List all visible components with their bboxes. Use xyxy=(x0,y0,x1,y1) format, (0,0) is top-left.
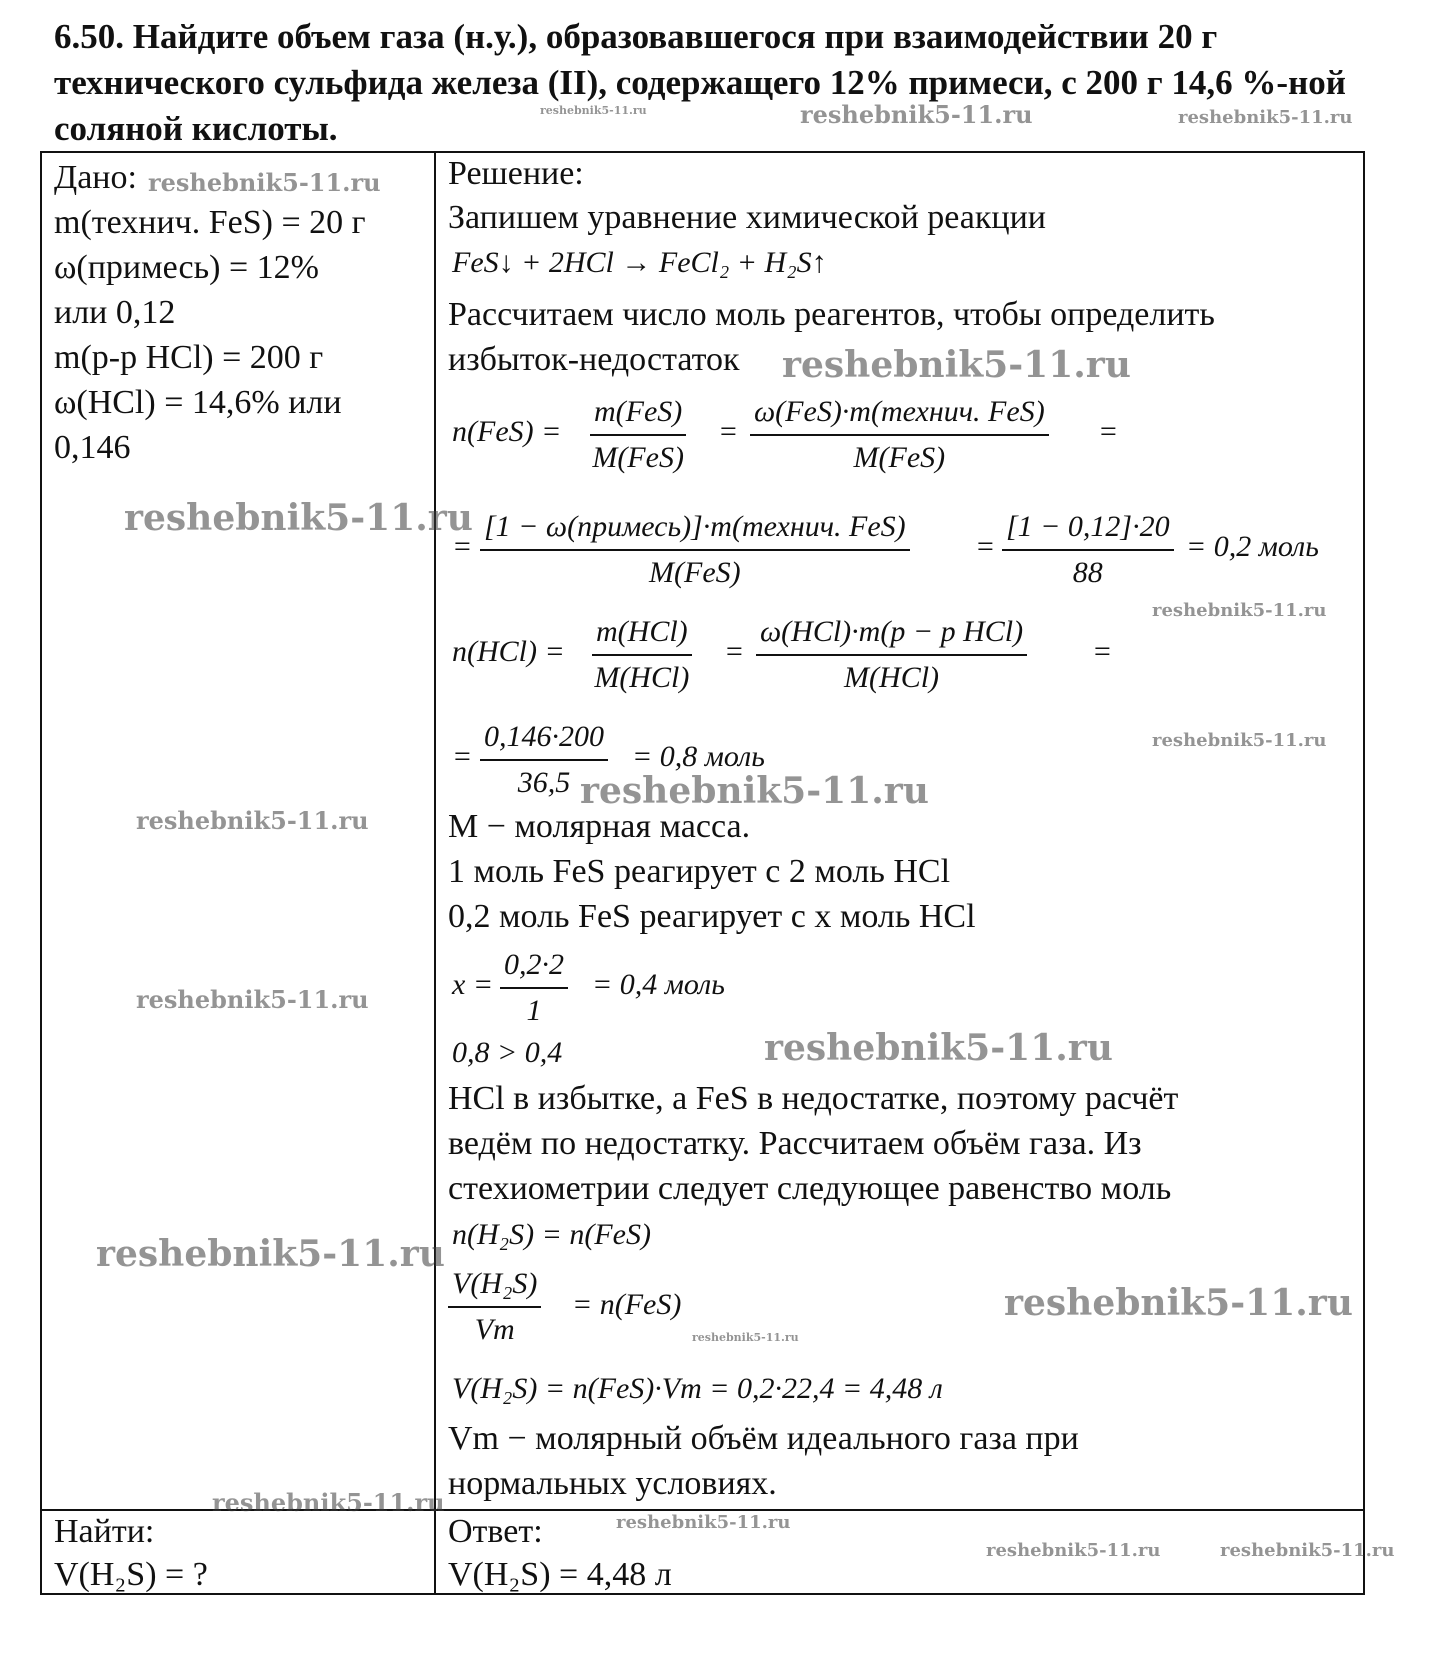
formula-nhcl-frac1 xyxy=(592,610,692,700)
fraction-numerator: 0,146·200 xyxy=(480,715,608,761)
fraction-denominator: M(HCl) xyxy=(844,661,940,694)
equals-sign: = xyxy=(1098,415,1119,448)
formula-nfes-frac3 xyxy=(480,505,910,595)
fraction-denominator: M(FeS) xyxy=(649,556,741,589)
fraction-denominator: 36,5 xyxy=(517,766,571,799)
answer-heading: Ответ: xyxy=(448,1513,543,1550)
watermark: reshebnik5-11.ru xyxy=(1178,107,1353,128)
given-heading: Дано: xyxy=(54,159,137,196)
fraction-numerator: [1 − ω(примесь)]·m(технич. FeS) xyxy=(480,505,910,551)
watermark: reshebnik5-11.ru xyxy=(986,1540,1161,1561)
formula-nfes-frac2 xyxy=(750,390,1049,480)
ratio-line-2: 0,2 моль FeS реагирует с x моль HCl xyxy=(448,898,976,935)
given-line: ω(примесь) = 12% xyxy=(54,249,319,286)
problem-number: 6.50. xyxy=(54,17,124,56)
moles-text-1: Рассчитаем число моль реагентов, чтобы определить xyxy=(448,296,1215,333)
volume-fraction xyxy=(448,1262,541,1352)
x-fraction xyxy=(500,943,568,1033)
fraction-denominator: M(HCl) xyxy=(594,661,690,694)
equals-sign: = xyxy=(724,635,745,668)
answer-value: V(H₂S) = 4,48 л xyxy=(448,1556,672,1593)
watermark: reshebnik5-11.ru xyxy=(136,806,369,835)
fraction-numerator: ω(HCl)·m(p − p HCl) xyxy=(756,610,1027,656)
volume-fraction-rhs: = n(FeS) xyxy=(572,1288,682,1321)
watermark: reshebnik5-11.ru xyxy=(580,770,929,812)
watermark: reshebnik5-11.ru xyxy=(212,1488,445,1517)
fraction-numerator: m(HCl) xyxy=(592,610,692,656)
conclusion-line-3: стехиометрии следует следующее равенство моль xyxy=(448,1170,1172,1207)
nhcl-result: = 0,8 моль xyxy=(632,740,765,773)
problem-text: Найдите объем газа (н.у.), образовавшегося при взаимодействии 20 г технического сульфида железа (II), содержащего 12% примеси, с 200 г 14,6 %-ной соляной кислоты. xyxy=(54,17,1346,148)
vm-note-1: Vm − молярный объём идеального газа при xyxy=(448,1420,1079,1457)
given-line: 0,146 xyxy=(54,429,131,466)
fraction-denominator: 88 xyxy=(1072,556,1103,589)
equals-sign: = xyxy=(718,415,739,448)
watermark: reshebnik5-11.ru xyxy=(540,104,647,117)
formula-nhcl-frac2 xyxy=(756,610,1027,700)
fraction-numerator: m(FeS) xyxy=(590,390,686,436)
given-line: m(р-р HCl) = 200 г xyxy=(54,339,324,376)
fraction-denominator: M(FeS) xyxy=(592,441,684,474)
equals-sign: = xyxy=(975,530,996,563)
volume-calculation: V(H₂S) = n(FeS)·Vm = 0,2·22,4 = 4,48 л xyxy=(452,1372,943,1405)
x-lhs: x = xyxy=(452,968,494,1001)
conclusion-line-2: ведём по недостатку. Рассчитаем объём газа. Из xyxy=(448,1125,1142,1162)
formula-nfes-lhs: n(FeS) = xyxy=(452,415,562,448)
watermark: reshebnik5-11.ru xyxy=(764,1027,1113,1069)
watermark: reshebnik5-11.ru xyxy=(148,168,381,197)
watermark: reshebnik5-11.ru xyxy=(124,497,473,539)
formula-nfes-frac1 xyxy=(590,390,686,480)
formula-nhcl-lhs: n(HCl) = xyxy=(452,635,565,668)
equals-sign: = xyxy=(452,530,473,563)
watermark: reshebnik5-11.ru xyxy=(782,344,1131,386)
moles-equality: n(H₂S) = n(FeS) xyxy=(452,1218,651,1251)
fraction-denominator: M(FeS) xyxy=(853,441,946,474)
fraction-denominator: 1 xyxy=(526,994,542,1027)
molar-mass-note: M − молярная масса. xyxy=(448,808,751,845)
comparison: 0,8 > 0,4 xyxy=(452,1036,563,1069)
nfes-result: = 0,2 моль xyxy=(1186,530,1319,563)
watermark: reshebnik5-11.ru xyxy=(800,100,1033,129)
watermark: reshebnik5-11.ru xyxy=(1220,1540,1395,1561)
find-value: V(H₂S) = ? xyxy=(54,1556,208,1593)
equals-sign: = xyxy=(452,740,473,773)
watermark: reshebnik5-11.ru xyxy=(96,1233,445,1275)
problem-statement xyxy=(54,14,1354,152)
equals-sign: = xyxy=(1092,635,1113,668)
given-section xyxy=(54,155,424,470)
column-divider xyxy=(434,153,436,1593)
fraction-numerator: 0,2·2 xyxy=(500,943,568,989)
given-line: ω(HCl) = 14,6% или xyxy=(54,384,342,421)
solution-heading: Решение: xyxy=(448,155,584,192)
conclusion-line-1: HCl в избытке, а FeS в недостатке, поэтому расчёт xyxy=(448,1080,1179,1117)
ratio-line-1: 1 моль FeS реагирует с 2 моль HCl xyxy=(448,853,951,890)
fraction-numerator: V(H₂S) xyxy=(448,1262,541,1308)
fraction-numerator: [1 − 0,12]·20 xyxy=(1002,505,1174,551)
fraction-denominator: Vm xyxy=(474,1313,515,1346)
x-result: = 0,4 моль xyxy=(592,968,725,1001)
vm-note-2: нормальных условиях. xyxy=(448,1465,777,1502)
given-line: m(технич. FeS) = 20 г xyxy=(54,204,366,241)
fraction-numerator: ω(FeS)·m(технич. FeS) xyxy=(750,390,1049,436)
watermark: reshebnik5-11.ru xyxy=(136,985,369,1014)
watermark: reshebnik5-11.ru xyxy=(692,1331,799,1344)
reaction-equation: FeS↓ + 2HCl → FeCl₂ + H₂S↑ xyxy=(452,246,827,279)
watermark: reshebnik5-11.ru xyxy=(616,1512,791,1533)
watermark: reshebnik5-11.ru xyxy=(1004,1282,1353,1324)
moles-text-2: избыток-недостаток xyxy=(448,341,740,378)
watermark: reshebnik5-11.ru xyxy=(1152,600,1327,621)
find-heading: Найти: xyxy=(54,1513,155,1550)
given-line: или 0,12 xyxy=(54,294,176,331)
solution-intro: Запишем уравнение химической реакции xyxy=(448,199,1046,236)
formula-nfes-frac4 xyxy=(1002,505,1174,595)
watermark: reshebnik5-11.ru xyxy=(1152,730,1327,751)
